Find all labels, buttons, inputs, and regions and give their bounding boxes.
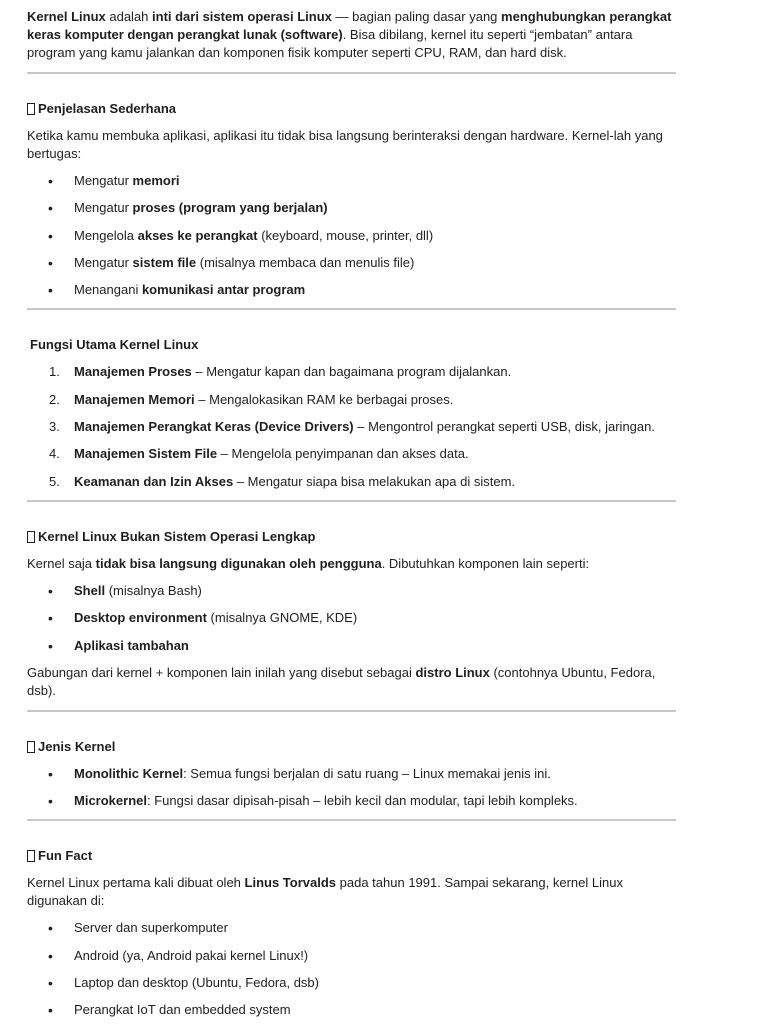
missing-glyph-icon — [27, 850, 35, 862]
list-item: • Mengelola akses ke perangkat (keyboard, mouse, printer, dll) — [27, 227, 676, 245]
section-heading-jenis: Jenis Kernel — [27, 738, 676, 756]
section-heading-fun-fact: Fun Fact — [27, 847, 676, 865]
list-item: • Menangani komunikasi antar program — [27, 281, 676, 299]
closing-paragraph: Gabungan dari kernel + komponen lain inilah yang disebut sebagai distro Linux (contohnya Ubuntu, Fedora, dsb). — [27, 664, 656, 698]
bullet-list — [27, 582, 676, 655]
divider — [27, 500, 676, 502]
bullet-list — [27, 765, 676, 810]
divider — [27, 72, 676, 74]
list-item: • Mengatur memori — [27, 172, 676, 190]
list-item: • Perangkat IoT dan embedded system — [27, 1001, 676, 1019]
list-item: • Mengatur sistem file (misalnya membaca dan menulis file) — [27, 254, 676, 272]
numbered-list — [27, 363, 676, 490]
section-paragraph: Kernel saja tidak bisa langsung digunakan oleh pengguna. Dibutuhkan komponen lain seperti: — [27, 555, 590, 571]
list-item: 1. Manajemen Proses – Mengatur kapan dan bagaimana program dijalankan. — [49, 364, 512, 380]
intro-term: Kernel Linux — [27, 9, 106, 24]
intro-paragraph: Kernel Linux adalah inti dari sistem operasi Linux — bagian paling dasar yang menghubungkan perangkat keras komputer dengan perangkat lunak (software). Bisa dibilang, kernel itu seperti “jembatan” antara program yang kamu jalankan dan komponen fisik komputer seperti CPU, RAM, dan hard disk. — [27, 9, 672, 60]
section-heading-penjelasan: Penjelasan Sederhana — [27, 100, 676, 118]
list-item: 2. Manajemen Memori – Mengalokasikan RAM ke berbagai proses. — [49, 391, 454, 407]
bullet-list — [27, 172, 676, 299]
list-item: • Mengatur proses (program yang berjalan) — [27, 199, 676, 217]
list-item: • Server dan superkomputer — [27, 919, 676, 937]
list-item: • Shell (misalnya Bash) — [27, 582, 676, 600]
divider — [27, 819, 676, 821]
section-heading-bukan-os: Kernel Linux Bukan Sistem Operasi Lengkap — [27, 528, 676, 546]
list-item: • Android (ya, Android pakai kernel Linux!) — [27, 947, 676, 965]
divider — [27, 308, 676, 310]
divider — [27, 710, 676, 712]
list-item: • Monolithic Kernel: Semua fungsi berjalan di satu ruang – Linux memakai jenis ini. — [27, 765, 676, 783]
list-item: • Microkernel: Fungsi dasar dipisah-pisah – lebih kecil dan modular, tapi lebih kompleks. — [27, 792, 676, 810]
list-item: • Laptop dan desktop (Ubuntu, Fedora, dsb) — [27, 974, 676, 992]
list-item: 5. Keamanan dan Izin Akses – Mengatur siapa bisa melakukan apa di sistem. — [49, 473, 516, 489]
list-item: • Desktop environment (misalnya GNOME, KDE) — [27, 609, 676, 627]
section-paragraph: Kernel Linux pertama kali dibuat oleh Linus Torvalds pada tahun 1991. Sampai sekarang, kernel Linux digunakan di: — [27, 875, 623, 909]
list-item: 3. Manajemen Perangkat Keras (Device Drivers) – Mengontrol perangkat seperti USB, disk, jaringan. — [49, 419, 655, 435]
missing-glyph-icon — [27, 103, 35, 115]
missing-glyph-icon — [27, 741, 35, 753]
bullet-list — [27, 919, 676, 1019]
missing-glyph-icon — [27, 531, 35, 543]
list-item: 4. Manajemen Sistem File – Mengelola penyimpanan dan akses data. — [49, 446, 469, 462]
list-item: • Aplikasi tambahan — [27, 637, 676, 655]
section-paragraph: Ketika kamu membuka aplikasi, aplikasi itu tidak bisa langsung berinteraksi dengan hardware. Kernel-lah yang bertugas: — [27, 128, 663, 161]
section-heading-fungsi: Fungsi Utama Kernel Linux — [30, 337, 199, 353]
